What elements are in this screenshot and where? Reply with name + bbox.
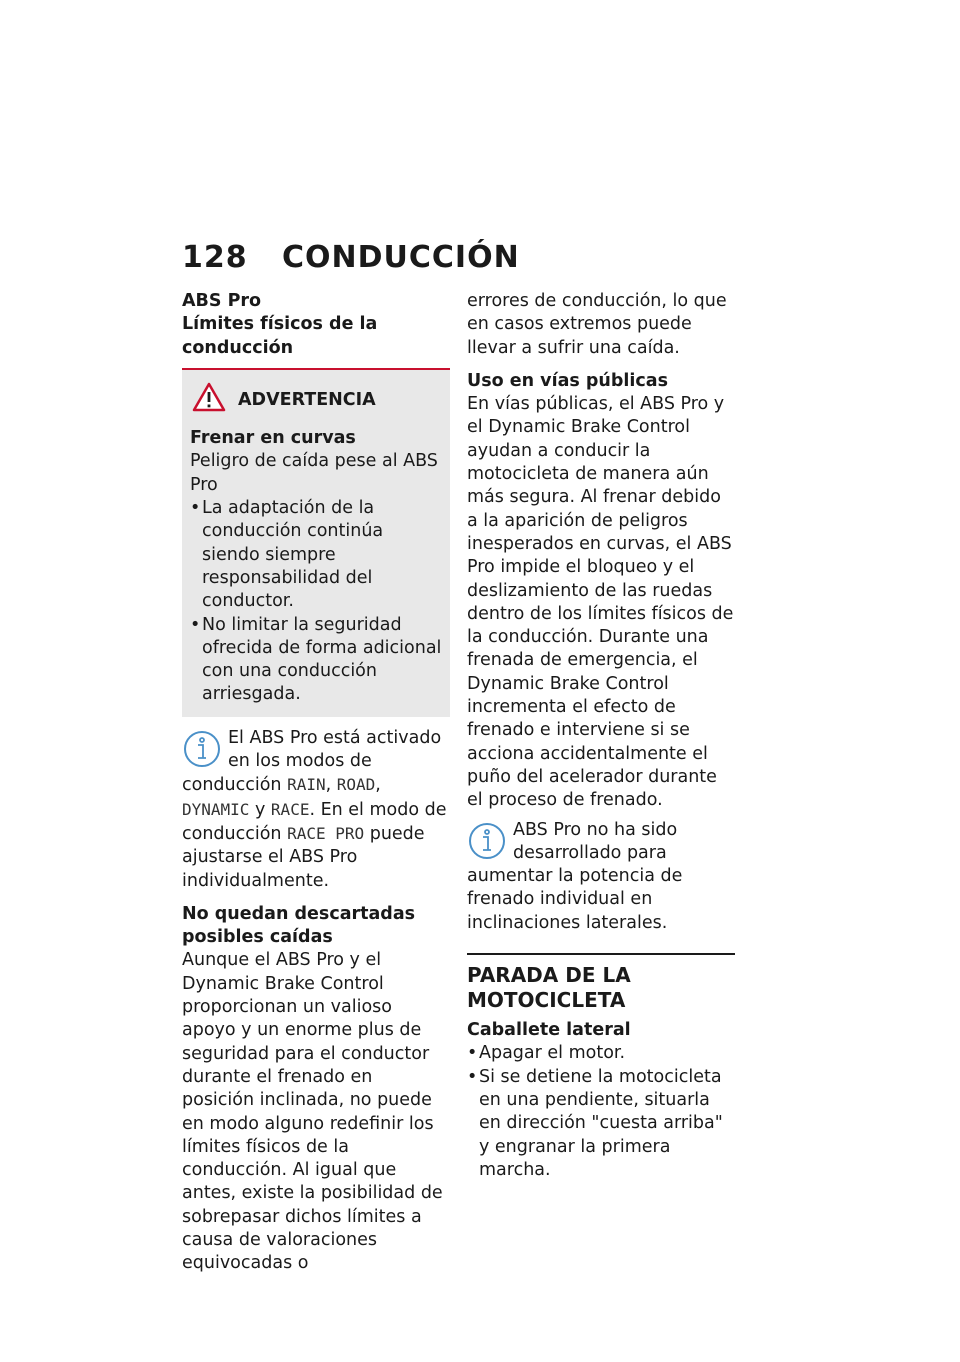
info-icon bbox=[182, 729, 222, 769]
heading-physical-limits: Límites físicos de la conducción bbox=[182, 314, 378, 358]
warning-title: Frenar en curvas bbox=[190, 428, 356, 449]
mode-race: RACE bbox=[270, 799, 310, 819]
list-item: • Apagar el motor. bbox=[467, 1042, 735, 1065]
mode-race-pro: RACE PRO bbox=[287, 823, 365, 843]
info-note-modes bbox=[182, 727, 450, 893]
list-item: • Si se detiene la motocicleta en una pendiente, situarla en dirección "cuesta arriba" y engranar la primera marcha. bbox=[467, 1066, 735, 1182]
heading-abs-pro: ABS Pro bbox=[182, 291, 262, 311]
heading-no-descartadas: No quedan descartadas posibles caídas bbox=[182, 903, 416, 948]
chapter-title: CONDUCCIÓN bbox=[282, 240, 520, 275]
mode-dynamic: DYNAMIC bbox=[182, 799, 250, 819]
list-item: • No limitar la seguridad ofrecida de forma adicional con una conducción arriesgada. bbox=[190, 614, 442, 707]
side-stand-bullets bbox=[467, 1042, 735, 1182]
paragraph-left: Aunque el ABS Pro y el Dynamic Brake Control proporcionan un valioso apoyo y un enorme plus de seguridad para el conductor durante el frenado en posición inclinada, no puede en modo alguno redefinir los límites físicos de la conducción. Al igual que antes, existe la posibilidad de sobrepasar dichos límites a causa de valoraciones equivocadas o bbox=[182, 950, 443, 1274]
left-column bbox=[182, 290, 450, 1276]
info-note-text: ABS Pro no ha sido desarrollado para aumentar la potencia de frenado individual en inclinaciones laterales. bbox=[467, 819, 683, 933]
warning-label: ADVERTENCIA bbox=[238, 389, 376, 410]
info-note-text: El ABS Pro está activado en los modos de conducción RAIN, ROAD, DYNAMIC y RACE. En el modo de conducción RACE PRO puede ajustarse el ABS Pro individualmente. bbox=[182, 727, 447, 891]
mode-rain: RAIN bbox=[287, 775, 326, 795]
heading-side-stand: Caballete lateral bbox=[467, 1020, 631, 1041]
section-divider bbox=[467, 953, 735, 955]
warning-bullets bbox=[190, 497, 442, 707]
page-number: 128 bbox=[182, 240, 248, 275]
paragraph-public-roads: En vías públicas, el ABS Pro y el Dynamic Brake Control ayudan a conducir la motocicleta de manera aún más segura. Al frenar debido a la aparición de peligros inesperados en curvas, el ABS Pro impide el bloqueo y el deslizamiento de las ruedas dentro de los límites físicos de la conducción. Durante una frenada de emergencia, el Dynamic Brake Control incrementa el efecto de frenado e interviene si se acciona accidentalmente el puño del acelerador durante el proceso de frenado. bbox=[467, 394, 734, 811]
warning-text: Peligro de caída pese al ABS Pro bbox=[190, 451, 438, 495]
right-column bbox=[467, 290, 735, 1182]
info-icon bbox=[467, 821, 507, 861]
warning-header bbox=[192, 382, 442, 419]
warning-triangle-icon bbox=[192, 382, 238, 419]
list-item: • La adaptación de la conducción continúa siendo siempre responsabilidad del conductor. bbox=[190, 497, 442, 613]
heading-public-roads: Uso en vías públicas bbox=[467, 370, 668, 391]
warning-box bbox=[182, 368, 450, 717]
section-title: PARADA DE LA MOTOCICLETA bbox=[467, 963, 631, 1013]
paragraph-continued: errores de conducción, lo que en casos extremos puede llevar a sufrir una caída. bbox=[467, 291, 727, 358]
mode-road: ROAD bbox=[336, 775, 376, 795]
info-note-lean bbox=[467, 819, 735, 935]
